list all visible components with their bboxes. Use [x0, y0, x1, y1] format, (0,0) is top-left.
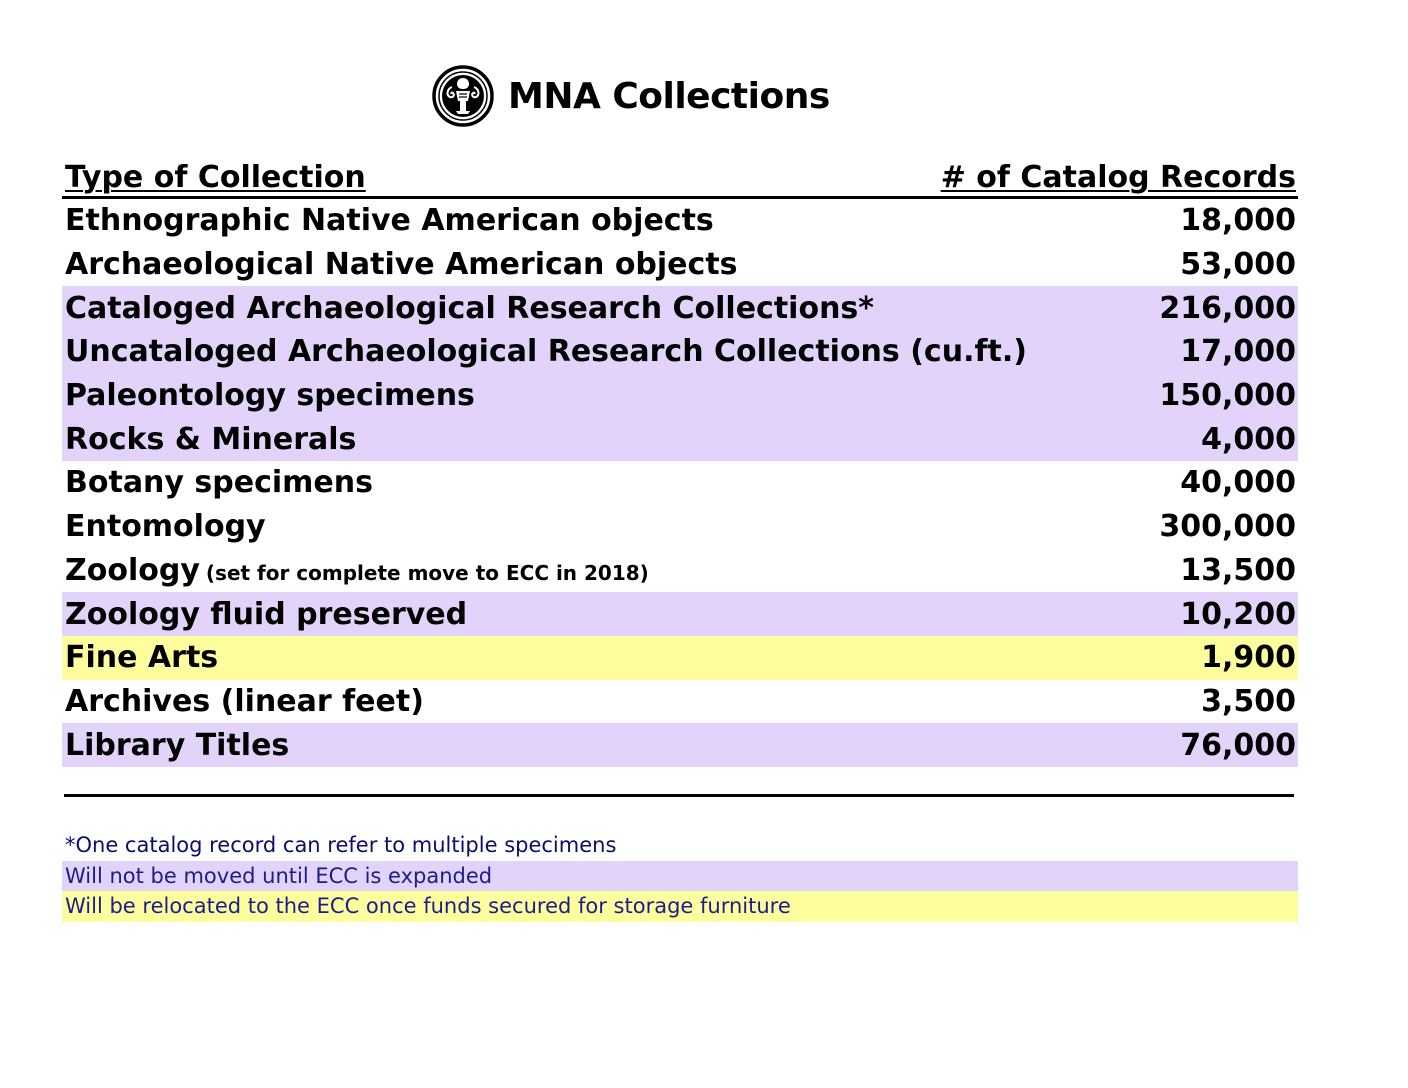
row-label — [65, 509, 1139, 544]
row-label-text: Archives (linear feet) — [65, 683, 424, 719]
row-label — [65, 684, 1181, 719]
table-row — [62, 723, 1298, 767]
row-label — [65, 553, 1160, 588]
row-label-text: Archaeological Native American objects — [65, 247, 738, 283]
table-row — [62, 461, 1298, 505]
divider — [64, 794, 1294, 797]
row-label — [65, 203, 1160, 238]
row-note: (set for complete move to ECC in 2018) — [205, 560, 649, 585]
row-value: 53,000 — [1180, 247, 1296, 283]
row-label-text: Zoology — [65, 552, 200, 588]
column-header-type: Type of Collection — [65, 159, 366, 195]
page-title: MNA Collections — [508, 75, 830, 117]
column-header-records: # of Catalog Records — [940, 159, 1296, 195]
table-body — [62, 199, 1298, 767]
row-label — [65, 465, 1160, 500]
row-label-text: Botany specimens — [65, 465, 373, 501]
table-row — [62, 636, 1298, 680]
table-row — [62, 199, 1298, 243]
row-label-text: Fine Arts — [65, 640, 219, 676]
table-row — [62, 549, 1298, 593]
row-label — [65, 422, 1181, 457]
row-label — [65, 640, 1181, 675]
mna-emblem-icon — [432, 65, 494, 127]
table-row — [62, 286, 1298, 330]
table-row — [62, 417, 1298, 461]
row-label-text: Library Titles — [65, 727, 290, 763]
row-value: 216,000 — [1159, 290, 1296, 326]
row-value: 13,500 — [1180, 552, 1296, 588]
row-label-text: Paleontology specimens — [65, 378, 475, 414]
legend-footnote: *One catalog record can refer to multiple specimens — [65, 833, 617, 857]
row-value: 3,500 — [1201, 683, 1296, 719]
table-row — [62, 374, 1298, 418]
row-label-text: Uncataloged Archaeological Research Collections (cu.ft.) — [65, 334, 1027, 370]
row-value: 4,000 — [1201, 421, 1296, 457]
row-label-text: Cataloged Archaeological Research Collections* — [65, 290, 874, 326]
row-label-text: Zoology fluid preserved — [65, 596, 468, 632]
collections-table — [62, 158, 1298, 767]
row-value: 150,000 — [1159, 378, 1296, 414]
legend — [62, 830, 1298, 922]
row-label-text: Entomology — [65, 509, 266, 545]
table-header — [62, 158, 1298, 199]
row-label — [65, 247, 1160, 282]
legend-purple: Will not be moved until ECC is expanded — [62, 861, 1298, 892]
row-label-text: Rocks & Minerals — [65, 421, 357, 457]
title-block — [432, 64, 830, 128]
row-label-text: Ethnographic Native American objects — [65, 203, 714, 239]
row-value: 76,000 — [1180, 727, 1296, 763]
table-row — [62, 505, 1298, 549]
table-row — [62, 592, 1298, 636]
row-value: 17,000 — [1180, 334, 1296, 370]
table-row — [62, 680, 1298, 724]
row-label — [65, 378, 1139, 413]
row-label — [65, 291, 1139, 326]
row-label — [65, 334, 1160, 369]
legend-yellow: Will be relocated to the ECC once funds secured for storage furniture — [62, 891, 1298, 922]
row-label — [65, 728, 1160, 763]
row-value: 1,900 — [1201, 640, 1296, 676]
table-row — [62, 243, 1298, 287]
row-value: 10,200 — [1180, 596, 1296, 632]
table-row — [62, 330, 1298, 374]
row-value: 300,000 — [1159, 509, 1296, 545]
row-label — [65, 597, 1160, 632]
row-value: 40,000 — [1180, 465, 1296, 501]
row-value: 18,000 — [1180, 203, 1296, 239]
